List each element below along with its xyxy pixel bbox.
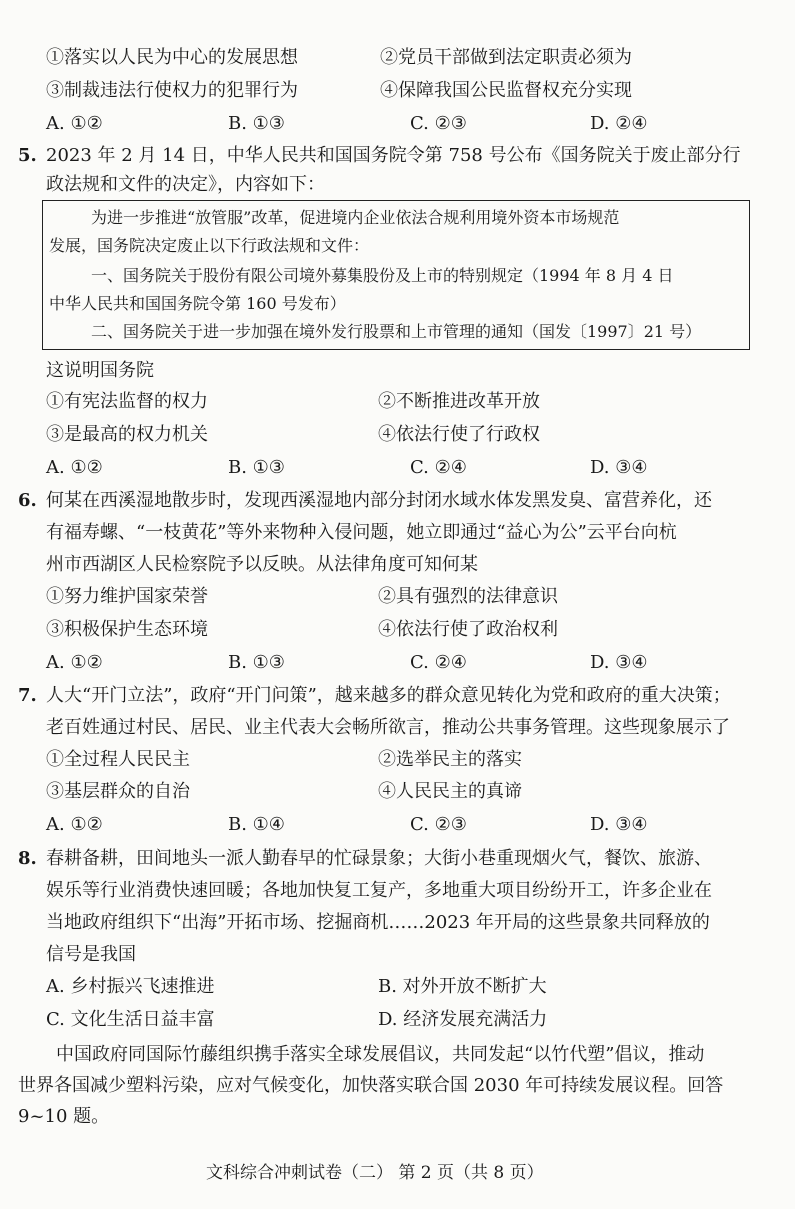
q5-box-line-1: 为进一步推进“放管服”改革，促进境内企业依法合规利用境外资本市场规范 — [91, 208, 620, 227]
q8-choice-b: B. 对外开放不断扩大 — [378, 976, 547, 997]
q7-option-3: ③基层群众的自治 — [46, 781, 190, 802]
q5-box-line-3: 一、国务院关于股份有限公司境外募集股份及上市的特别规定（1994 年 8 月 4 日 — [91, 266, 674, 285]
q8-number: 8. — [18, 848, 37, 869]
page-footer: 文科综合冲刺试卷（二） 第 2 页（共 8 页） — [206, 1163, 544, 1183]
q8-stem-line-1: 春耕备耕，田间地头一派人勤春早的忙碌景象；大街小巷重现烟火气，餐饮、旅游、 — [46, 848, 712, 869]
q5-quote-box — [42, 200, 750, 350]
q7-choice-b: B. ①④ — [228, 814, 285, 835]
q4-option-3: ③制裁违法行使权力的犯罪行为 — [46, 80, 298, 101]
q5-choice-c: C. ②④ — [410, 457, 467, 478]
q7-stem-line-2: 老百姓通过村民、居民、业主代表大会畅所欲言，推动公共事务管理。这些现象展示了 — [46, 717, 730, 738]
q6-option-1: ①努力维护国家荣誉 — [46, 586, 208, 607]
passage-line-3: 9~10 题。 — [18, 1106, 110, 1127]
q5-option-1: ①有宪法监督的权力 — [46, 391, 208, 412]
passage-line-2: 世界各国减少塑料污染，应对气候变化，加快落实联合国 2030 年可持续发展议程。回答 — [18, 1075, 724, 1096]
q6-number: 6. — [18, 490, 37, 511]
q5-stem-line-1: 2023 年 2 月 14 日，中华人民共和国国务院令第 758 号公布《国务院关于废止部分行 — [46, 145, 741, 166]
q8-stem-line-2: 娱乐等行业消费快速回暖；各地加快复工复产，多地重大项目纷纷开工，许多企业在 — [46, 880, 712, 901]
q5-stem-line-2: 政法规和文件的决定》，内容如下： — [46, 174, 325, 195]
q7-option-2: ②选举民主的落实 — [378, 749, 522, 770]
q5-box-line-2: 发展，国务院决定废止以下行政法规和文件： — [49, 236, 370, 255]
q5-choice-a: A. ①② — [46, 457, 103, 478]
q7-choice-c: C. ②③ — [410, 814, 467, 835]
q5-choice-b: B. ①③ — [228, 457, 285, 478]
q5-option-2: ②不断推进改革开放 — [378, 391, 540, 412]
q6-choice-a: A. ①② — [46, 652, 103, 673]
q7-choice-d: D. ③④ — [590, 814, 648, 835]
q8-choice-d: D. 经济发展充满活力 — [378, 1009, 548, 1030]
q7-stem-line-1: 人大“开门立法”，政府“开门问策”，越来越多的群众意见转化为党和政府的重大决策； — [46, 685, 731, 706]
q6-option-2: ②具有强烈的法律意识 — [378, 586, 558, 607]
q5-option-4: ④依法行使了行政权 — [378, 424, 540, 445]
q4-choice-a: A. ①② — [46, 113, 103, 134]
q7-number: 7. — [18, 685, 37, 706]
q4-option-2: ②党员干部做到法定职责必须为 — [380, 47, 632, 68]
q8-stem-line-3: 当地政府组织下“出海”开拓市场、挖掘商机……2023 年开局的这些景象共同释放的 — [46, 912, 710, 933]
q8-choice-a: A. 乡村振兴飞速推进 — [46, 976, 215, 997]
q7-option-1: ①全过程人民民主 — [46, 749, 190, 770]
q4-option-1: ①落实以人民为中心的发展思想 — [46, 47, 298, 68]
q5-box-line-4: 中华人民共和国国务院令第 160 号发布） — [49, 294, 346, 313]
q6-stem-line-2: 有福寿螺、“一枝黄花”等外来物种入侵问题，她立即通过“益心为公”云平台向杭 — [46, 522, 677, 543]
q4-choice-b: B. ①③ — [228, 113, 285, 134]
q8-choice-c: C. 文化生活日益丰富 — [46, 1009, 215, 1030]
q8-stem-line-4: 信号是我国 — [46, 944, 136, 965]
q5-choice-d: D. ③④ — [590, 457, 648, 478]
q7-option-4: ④人民民主的真谛 — [378, 781, 522, 802]
q6-choice-b: B. ①③ — [228, 652, 285, 673]
q4-choice-d: D. ②④ — [590, 113, 648, 134]
q5-option-3: ③是最高的权力机关 — [46, 424, 208, 445]
q6-stem-line-1: 何某在西溪湿地散步时，发现西溪湿地内部分封闭水域水体发黑发臭、富营养化，还 — [46, 490, 712, 511]
q4-choice-c: C. ②③ — [410, 113, 467, 134]
q5-stem-tail: 这说明国务院 — [46, 360, 154, 381]
passage-line-1: 中国政府同国际竹藤组织携手落实全球发展倡议，共同发起“以竹代塑”倡议，推动 — [56, 1044, 705, 1065]
q6-stem-line-3: 州市西湖区人民检察院予以反映。从法律角度可知何某 — [46, 554, 478, 575]
q6-option-3: ③积极保护生态环境 — [46, 619, 208, 640]
q6-choice-d: D. ③④ — [590, 652, 648, 673]
q6-choice-c: C. ②④ — [410, 652, 467, 673]
q5-box-line-5: 二、国务院关于进一步加强在境外发行股票和上市管理的通知（国发〔1997〕21 号） — [91, 322, 702, 341]
q7-choice-a: A. ①② — [46, 814, 103, 835]
q5-number: 5. — [18, 145, 37, 166]
q4-option-4: ④保障我国公民监督权充分实现 — [380, 80, 632, 101]
q6-option-4: ④依法行使了政治权利 — [378, 619, 558, 640]
